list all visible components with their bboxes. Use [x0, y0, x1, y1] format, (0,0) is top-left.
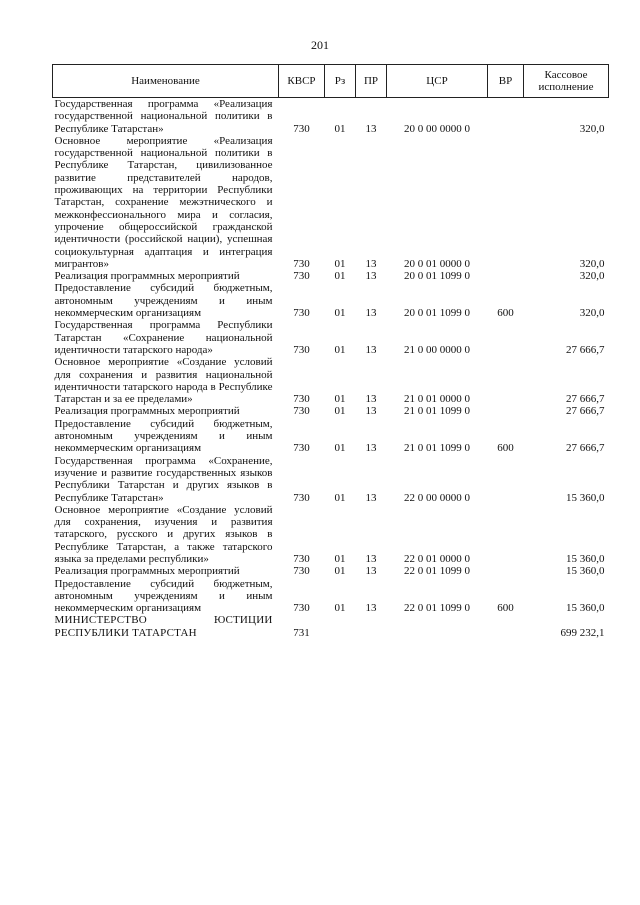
cell-name: МИНИСТЕРСТВО ЮСТИЦИИ РЕСПУБЛИКИ ТАТАРСТАН — [54, 614, 273, 639]
cell-pr: 13 — [365, 393, 377, 406]
header-csr: ЦСР — [387, 65, 488, 98]
table-row — [53, 98, 609, 135]
cell-csr: 21 0 01 1099 0 — [404, 405, 470, 418]
cell-pr: 13 — [365, 565, 377, 578]
cell-pr: 13 — [365, 343, 377, 356]
cell-rz: 01 — [334, 393, 346, 406]
cell-vr — [488, 135, 524, 270]
cell-csr: 21 0 01 0000 0 — [404, 393, 470, 406]
cell-csr: 22 0 01 1099 0 — [404, 565, 470, 578]
cell-name: Реализация программных мероприятий — [54, 565, 240, 578]
cell-rz: 01 — [334, 491, 346, 504]
cell-csr: 20 0 01 1099 0 — [404, 307, 470, 320]
cell-pr: 13 — [365, 602, 377, 615]
budget-table — [52, 64, 609, 639]
cell-rz: 01 — [334, 442, 346, 455]
page-number: 201 — [311, 38, 329, 52]
cell-sum: 27 666,7 — [566, 405, 605, 418]
cell-sum: 15 360,0 — [566, 491, 605, 504]
cell-kvsr: 730 — [293, 270, 310, 283]
header-sum: Кассовое исполнение — [524, 65, 609, 98]
header-vr: ВР — [488, 65, 524, 98]
cell-kvsr: 730 — [293, 491, 310, 504]
cell-csr: 22 0 01 0000 0 — [404, 552, 470, 565]
cell-vr — [488, 455, 524, 504]
cell-kvsr: 730 — [293, 405, 310, 418]
table-body — [53, 98, 609, 640]
cell-name: Государственная программа Республики Татарстан «Сохранение национальной идентичности татарского народа» — [54, 319, 273, 356]
cell-vr: 600 — [497, 442, 514, 455]
cell-vr: 600 — [497, 602, 514, 615]
cell-csr: 22 0 00 0000 0 — [404, 491, 470, 504]
cell-vr — [488, 614, 524, 639]
cell-pr: 13 — [365, 270, 377, 283]
cell-csr — [387, 614, 488, 639]
table-row — [53, 135, 609, 270]
table-row — [53, 565, 609, 577]
cell-csr: 20 0 01 0000 0 — [404, 257, 470, 270]
cell-kvsr: 730 — [293, 565, 310, 578]
header-kvsr: КВСР — [279, 65, 325, 98]
header-name: Наименование — [53, 65, 279, 98]
cell-sum: 320,0 — [579, 122, 605, 135]
cell-vr — [488, 405, 524, 417]
cell-rz: 01 — [334, 122, 346, 135]
table-header-row — [53, 65, 609, 98]
cell-csr: 20 0 00 0000 0 — [404, 122, 470, 135]
cell-kvsr: 730 — [293, 393, 310, 406]
cell-sum: 320,0 — [579, 307, 605, 320]
cell-kvsr: 730 — [293, 602, 310, 615]
header-rz: Рз — [325, 65, 356, 98]
cell-name: Основное мероприятие «Создание условий для сохранения, изучения и развития татарского, русского и других языков в Республике Татарстан, а также татарского языка за пределами республики» — [54, 503, 273, 565]
cell-pr: 13 — [365, 257, 377, 270]
table-row — [53, 405, 609, 417]
cell-vr — [488, 565, 524, 577]
cell-sum: 320,0 — [579, 270, 605, 283]
table-row — [53, 455, 609, 504]
cell-sum: 27 666,7 — [566, 393, 605, 406]
cell-rz: 01 — [334, 552, 346, 565]
cell-sum: 27 666,7 — [566, 343, 605, 356]
table-row — [53, 356, 609, 405]
cell-sum: 27 666,7 — [566, 442, 605, 455]
cell-kvsr: 730 — [293, 307, 310, 320]
cell-rz: 01 — [334, 270, 346, 283]
cell-name: Предоставление субсидий бюджетным, автономным учреждениям и иным некоммерческим организациям — [54, 417, 273, 455]
cell-pr: 13 — [365, 491, 377, 504]
cell-name: Государственная программа «Сохранение, изучение и развитие государственных языков Республики Татарстан и других языков в Республике Татарстан» — [54, 454, 273, 504]
cell-vr — [488, 319, 524, 356]
cell-kvsr: 730 — [293, 257, 310, 270]
table-row — [53, 282, 609, 319]
cell-pr: 13 — [365, 122, 377, 135]
cell-csr: 21 0 01 1099 0 — [404, 442, 470, 455]
cell-kvsr: 730 — [293, 122, 310, 135]
cell-csr: 22 0 01 1099 0 — [404, 602, 470, 615]
cell-vr: 600 — [497, 307, 514, 320]
cell-sum: 15 360,0 — [566, 602, 605, 615]
cell-sum: 15 360,0 — [566, 565, 605, 578]
cell-sum: 15 360,0 — [566, 552, 605, 565]
table-row — [53, 418, 609, 455]
cell-pr: 13 — [365, 405, 377, 418]
header-pr: ПР — [356, 65, 387, 98]
cell-name: Государственная программа «Реализация государственной национальной политики в Республике Татарстан» — [54, 98, 273, 135]
cell-kvsr: 730 — [293, 552, 310, 565]
cell-vr — [488, 504, 524, 565]
cell-name: Реализация программных мероприятий — [54, 270, 240, 283]
cell-kvsr: 730 — [293, 442, 310, 455]
cell-name: Основное мероприятие «Создание условий для сохранения и развития национальной идентичности татарского народа в Республике Татарстан и за ее пределами» — [54, 356, 273, 406]
table-row — [53, 578, 609, 615]
cell-pr: 13 — [365, 307, 377, 320]
cell-rz: 01 — [334, 602, 346, 615]
cell-pr: 13 — [365, 442, 377, 455]
cell-kvsr: 730 — [293, 343, 310, 356]
cell-name: Реализация программных мероприятий — [54, 405, 240, 418]
cell-name: Предоставление субсидий бюджетным, автономным учреждениям и иным некоммерческим организациям — [54, 577, 273, 615]
cell-pr: 13 — [365, 552, 377, 565]
cell-name: Предоставление субсидий бюджетным, автономным учреждениям и иным некоммерческим организациям — [54, 282, 273, 320]
cell-rz: 01 — [334, 565, 346, 578]
cell-sum: 699 232,1 — [560, 626, 605, 639]
cell-csr: 20 0 01 1099 0 — [404, 270, 470, 283]
table-row — [53, 319, 609, 356]
cell-rz: 01 — [334, 343, 346, 356]
cell-name: Основное мероприятие «Реализация государственной национальной политики в Республике Татарстан, цивилизованное развитие представителей народов, проживающих на территории Республики Татарстан, сохранение межэтнического и межконфессионального мира и согласия, упрочение общероссийской гражданской идентичности (российской нации), успешная социокультурная адаптация и интеграция мигрантов» — [54, 134, 273, 270]
cell-rz: 01 — [334, 257, 346, 270]
table-row — [53, 270, 609, 282]
cell-pr — [356, 614, 387, 639]
cell-vr — [488, 356, 524, 405]
cell-rz: 01 — [334, 405, 346, 418]
cell-sum: 320,0 — [579, 257, 605, 270]
cell-kvsr: 731 — [293, 626, 310, 639]
cell-vr — [488, 98, 524, 135]
cell-csr: 21 0 00 0000 0 — [404, 343, 470, 356]
table-row — [53, 614, 609, 639]
cell-rz: 01 — [334, 307, 346, 320]
cell-vr — [488, 270, 524, 282]
table-row — [53, 504, 609, 565]
cell-rz — [325, 614, 356, 639]
